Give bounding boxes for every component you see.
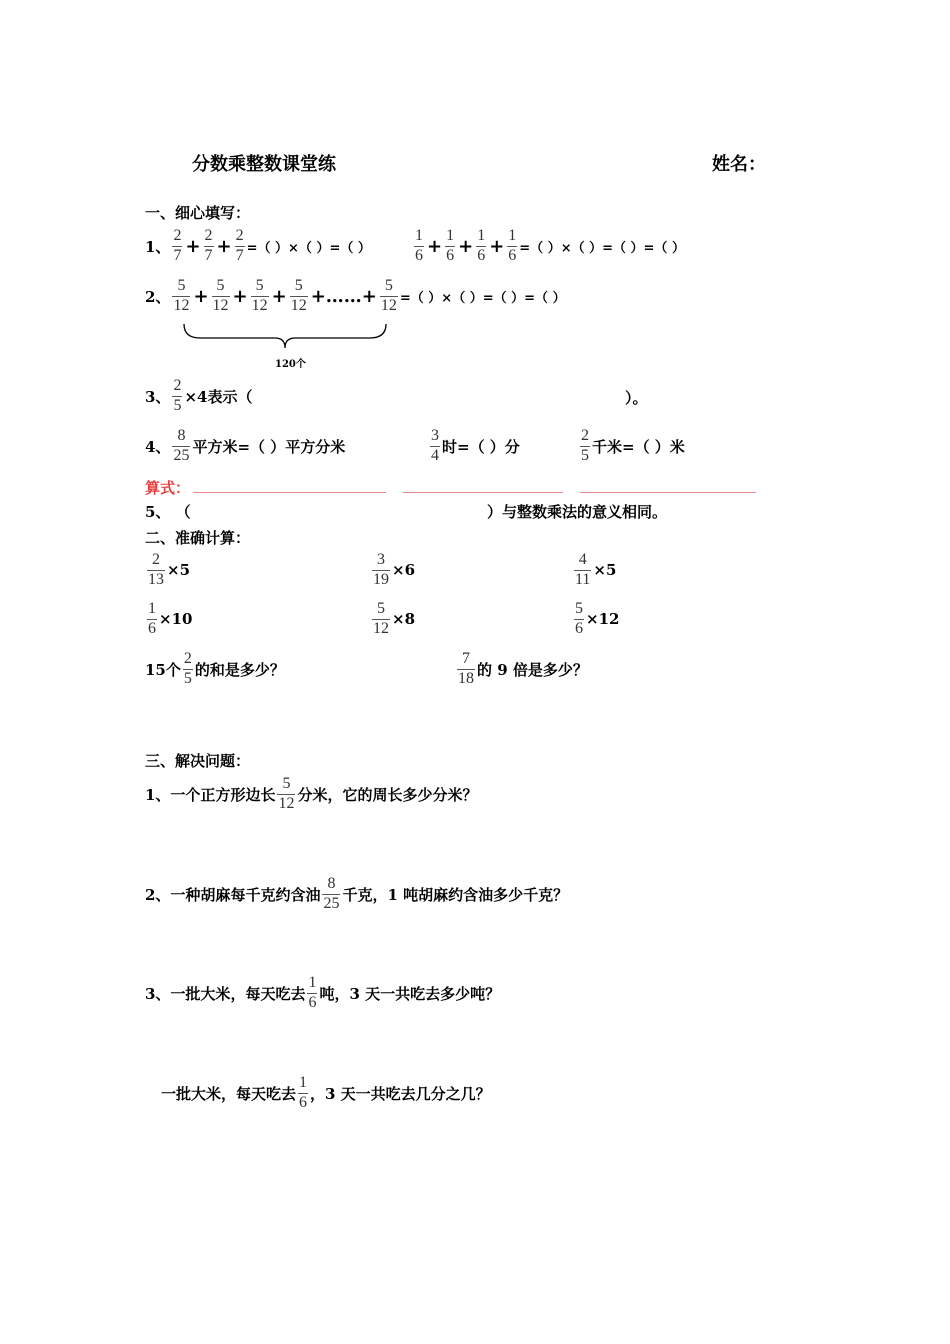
fraction: $\frac{2}{5}$ [183,650,192,687]
question-3 [145,378,252,415]
fraction: $\frac{1}{6}$ [477,227,486,264]
question-number: 1、 [145,237,171,256]
problem-4 [161,1075,491,1112]
plus-sign: + [458,235,474,257]
fraction: $\frac{1}{6}$ [415,227,423,264]
fraction: $\frac{1}{6}$ [508,227,517,264]
problem-2 [145,876,568,913]
fraction: $\frac{5}{12}$ [380,277,397,314]
question-text: 1、一个正方形边长 [145,785,276,804]
calc-item [572,552,616,589]
brace-label: 120个 [275,359,306,370]
answer-blanks: =（ ）×（ ）=（ ）=（ ） [399,290,566,306]
question-4c [578,428,685,465]
answer-blanks: =（ ）×（ ）=（ ）=（ ） [519,240,685,256]
fraction: $\frac{5}{12}$ [173,277,190,314]
fraction: $\frac{5}{12}$ [373,600,389,637]
question-text: 平方米=（ ）平方分米 [192,437,346,456]
fraction: $\frac{4}{11}$ [575,551,591,588]
fraction: $\frac{5}{12}$ [278,775,295,812]
formula-line [193,492,386,493]
question-5-end: ）与整数乘法的意义相同。 [487,503,668,521]
plus-sign: + [489,235,505,257]
question-text: 千米=（ ）米 [592,437,685,456]
plus-sign: + [232,285,248,307]
problem-3 [145,975,500,1012]
plus-sign: + [193,285,209,307]
section-3-heading: 三、解决问题： [145,752,251,770]
operation: ×5 [593,561,617,580]
operation: ×5 [167,561,191,580]
fraction: $\frac{2}{7}$ [173,227,182,264]
name-label: 姓名： [712,154,766,175]
question-number: 4、 [145,437,171,456]
plus-sign: + [216,235,232,257]
fraction: $\frac{2}{5}$ [581,427,589,464]
question-text: 时=（ ）分 [442,437,520,456]
question-5: 5、 （ [145,503,191,521]
question-text: 2、一种胡麻每千克约含油 [145,885,321,904]
question-text: ×4表示（ [184,387,253,406]
fraction: $\frac{2}{5}$ [173,377,182,414]
operation: ×12 [586,610,620,629]
plus-sign: + [185,235,201,257]
calc-item [145,552,190,589]
operation: ×8 [392,610,416,629]
question-text: 分米，它的周长多少分米？ [297,785,478,804]
question-1 [145,228,371,265]
formula-line [580,492,756,493]
question-number: 3、 [145,387,171,406]
formula-line [403,492,563,493]
question-text: 千克，1 吨胡麻约含油多少千克？ [342,885,569,904]
problem-1 [145,776,477,813]
calc-item [145,601,192,638]
question-text: ，3 天一共吃去几分之几？ [310,1084,491,1103]
fraction: $\frac{1}{6}$ [299,1074,308,1111]
ellipsis: +……+ [310,285,377,307]
answer-blanks: =（ ）×（ ）=（ ） [246,240,371,256]
question-2 [145,278,566,315]
fraction: $\frac{2}{13}$ [148,551,164,588]
fraction: $\frac{1}{6}$ [446,227,455,264]
question-text: 15个 [145,660,181,679]
operation: ×10 [159,610,193,629]
word-question-2 [455,651,588,688]
calc-item [572,601,619,638]
question-text: 的 9 倍是多少？ [477,660,588,679]
fraction: $\frac{5}{12}$ [212,277,229,314]
question-1b [412,228,685,265]
question-text: 3、一批大米，每天吃去 [145,984,306,1003]
plus-sign: + [427,235,443,257]
page-title: 分数乘整数课堂练 [192,154,336,175]
brace-icon [180,322,390,350]
plus-sign: + [271,285,287,307]
calc-item [370,552,415,589]
question-text: 一批大米，每天吃去 [161,1084,297,1103]
question-3-end: ）。 [625,389,648,407]
fraction: $\frac{2}{7}$ [204,227,213,264]
section-2-heading: 二、准确计算： [145,529,251,547]
question-4b [428,428,520,465]
formula-label: 算式： [145,479,191,497]
calc-item [370,601,415,638]
fraction: $\frac{7}{18}$ [458,650,474,687]
fraction: $\frac{3}{19}$ [373,551,389,588]
fraction: $\frac{5}{6}$ [575,600,583,637]
fraction: $\frac{5}{12}$ [251,277,268,314]
question-4 [145,428,345,465]
fraction: $\frac{5}{12}$ [290,277,307,314]
question-text: 吨，3 天一共吃去多少吨？ [319,984,501,1003]
question-number: 2、 [145,287,171,306]
fraction: $\frac{2}{7}$ [235,227,244,264]
fraction: $\frac{8}{25}$ [323,875,340,912]
fraction: $\frac{1}{6}$ [148,600,156,637]
fraction: $\frac{1}{6}$ [308,974,317,1011]
word-question-1 [145,651,285,688]
fraction: $\frac{8}{25}$ [173,427,190,464]
operation: ×6 [392,561,416,580]
fraction: $\frac{3}{4}$ [431,427,439,464]
question-text: 的和是多少？ [194,660,285,679]
section-1-heading: 一、细心填写： [145,204,251,222]
